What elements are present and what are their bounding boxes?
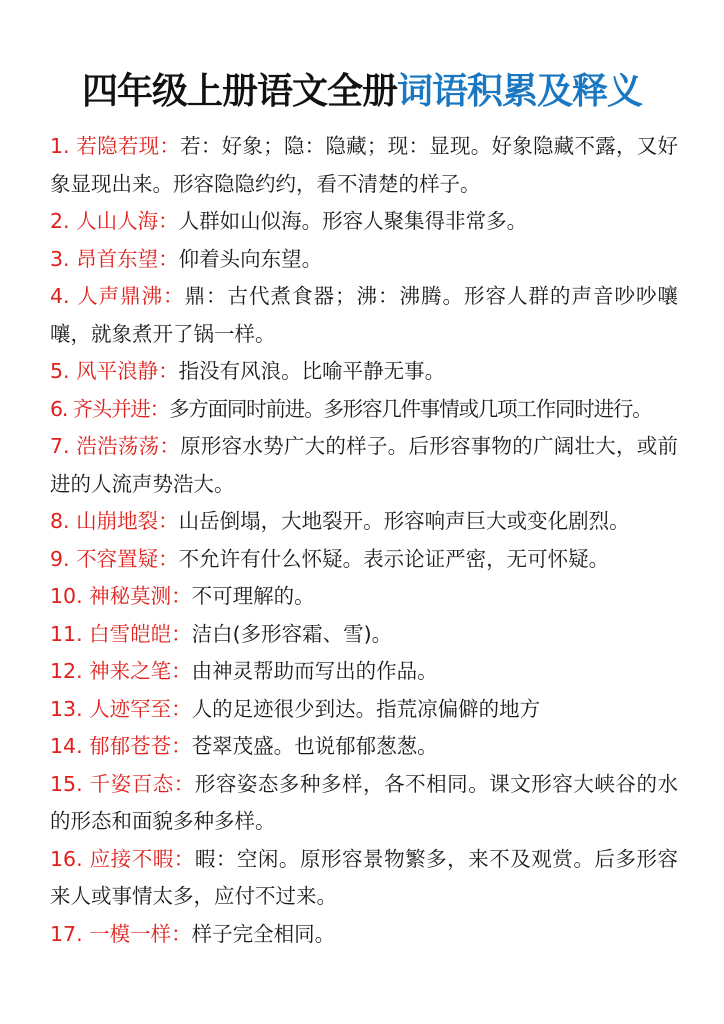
vocabulary-list [50,128,678,953]
item-term: 14. 郁郁苍苍： [50,734,192,758]
item-term: 10. 神秘莫测： [50,584,192,608]
list-item [50,391,678,429]
title-part-blue: 词语积累及释义 [397,71,643,112]
item-term: 7. 浩浩荡荡： [50,434,181,458]
item-definition: 由神灵帮助而写出的作品。 [191,659,438,683]
list-item [50,541,678,579]
list-item [50,841,678,916]
item-definition: 鼎：古代煮食器；沸：沸腾。形容人群的声音吵吵嚷嚷，就象煮开了锅一样。 [50,284,678,346]
list-item [50,203,678,241]
list-item [50,916,678,954]
item-term: 3. 昂首东望： [50,246,179,271]
list-item [50,503,678,541]
item-definition: 仰着头向东望。 [178,246,323,271]
item-definition: 形容姿态多种多样，各不相同。课文形容大峡谷的水的形态和面貌多种多样。 [50,771,678,833]
item-definition: 不允许有什么怀疑。表示论证严密，无可怀疑。 [178,546,610,571]
item-definition: 人的足迹很少到达。指荒凉偏僻的地方 [191,696,541,721]
item-definition: 多方面同时前进。多形容几件事情或几项工作同时进行。 [168,396,652,421]
item-term: 6. 齐头并进： [50,396,169,421]
item-definition: 不可理解的。 [191,584,315,608]
item-term: 16. 应接不暇： [50,846,195,871]
list-item [50,578,678,616]
item-term: 8. 山崩地裂： [50,509,179,533]
item-definition: 人群如山似海。形容人聚集得非常多。 [178,209,528,233]
item-term: 17. 一模一样： [50,921,192,946]
item-term: 9. 不容置疑： [50,546,179,571]
item-definition: 山岳倒塌，大地裂开。形容响声巨大或变化剧烈。 [178,509,630,533]
item-term: 15. 千姿百态： [50,771,195,796]
item-definition: 原形容水势广大的样子。后形容事物的广阔壮大，或前进的人流声势浩大。 [50,434,679,496]
list-item [50,278,678,353]
title-part-black: 四年级上册语文全册 [81,71,397,112]
item-term: 2. 人山人海： [50,209,179,233]
item-definition: 洁白(多形容霜、雪)。 [191,621,393,646]
list-item [50,653,678,691]
item-definition: 暇：空闲。原形容景物繁多，来不及观赏。后多形容来人或事情太多，应付不过来。 [50,846,678,908]
item-term: 4. 人声鼎沸： [50,284,185,308]
list-item [50,691,678,729]
item-definition: 若：好象；隐：隐藏；现：显现。好象隐藏不露，又好象显现出来。形容隐隐约约，看不清楚的样子。 [50,134,679,196]
item-term: 5. 风平浪静： [50,359,179,383]
item-definition: 样子完全相同。 [191,921,336,946]
list-item [50,241,678,279]
item-definition: 苍翠茂盛。也说郁郁葱葱。 [191,734,438,758]
list-item [50,766,678,841]
item-term: 11. 白雪皑皑： [50,621,192,646]
list-item [50,428,678,503]
item-definition: 指没有风浪。比喻平静无事。 [178,359,446,383]
list-item [50,616,678,654]
list-item [50,728,678,766]
item-term: 1. 若隐若现： [50,134,181,158]
list-item [50,353,678,391]
page-title [0,68,724,116]
item-term: 12. 神来之笔： [50,659,192,683]
item-term: 13. 人迹罕至： [50,696,192,721]
list-item [50,128,678,203]
